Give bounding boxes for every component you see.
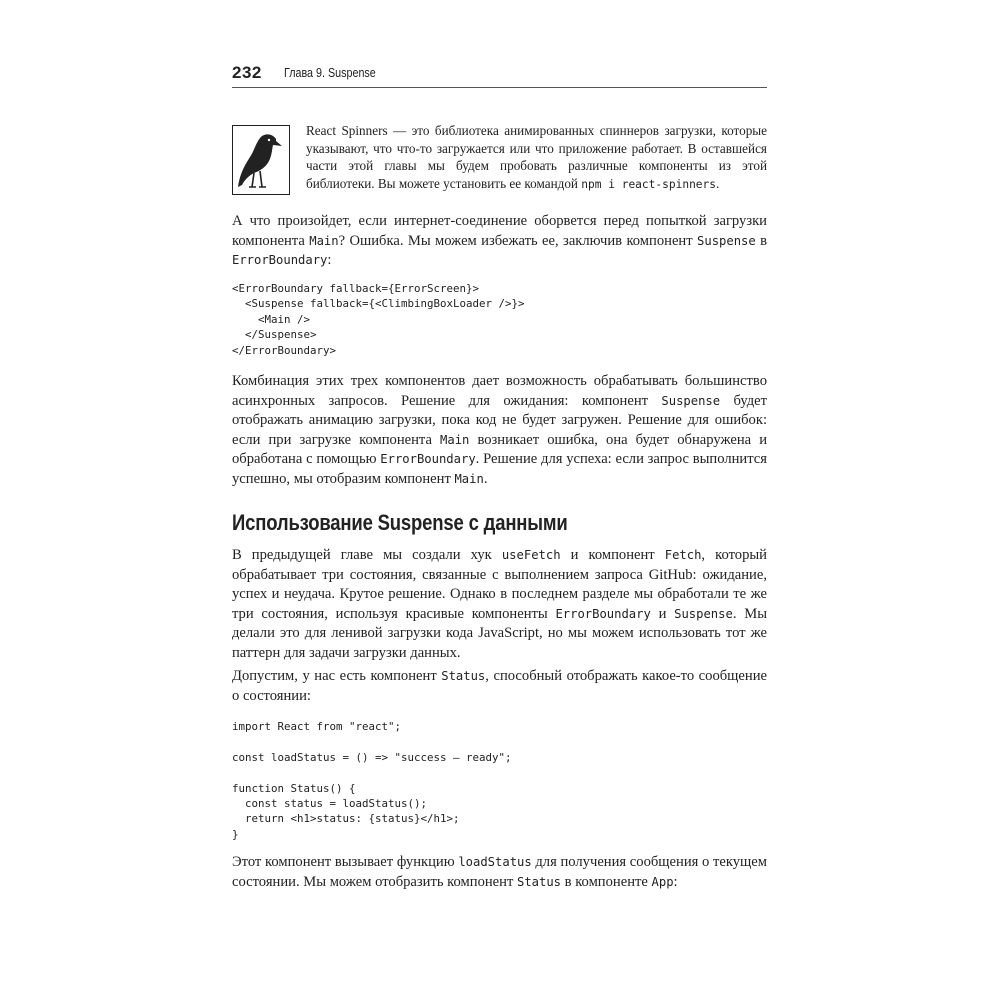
paragraph-load-status: Этот компонент вызывает функцию loadStatus для получения сообщения о текущем состоянии. Мы можем отобразить компонент Status в компоненте App:	[232, 854, 767, 890]
note-text: React Spinners — это библиотека анимированных спиннеров загрузки, которые указывают, что что-то загружается или что приложение работает. В оставшейся части этой главы мы будем пробовать различные компоненты из этой библиотеки. Вы можете установить ее командой npm i react-spinners.	[306, 123, 767, 191]
note-box	[232, 122, 767, 200]
paragraph-error: А что произойдет, если интернет-соединение оборвется перед попыткой загрузки компонента Main? Ошибка. Мы можем избежать ее, заключив компонент Suspense в ErrorBoundary:	[232, 213, 767, 269]
code-block-error-boundary: <ErrorBoundary fallback={ErrorScreen}> <Suspense fallback={<ClimbingBoxLoader />}> <Main /> </Suspense> </ErrorBoundary>	[232, 282, 525, 357]
chapter-title: Глава 9. Suspense	[284, 66, 376, 80]
section-heading: Использование Suspense с данными	[232, 510, 568, 535]
page-header	[232, 63, 767, 88]
page-number: 232	[232, 63, 262, 82]
code-block-status: import React from "react"; const loadStatus = () => "success — ready"; function Status() { const status = loadStatus(); return <h1>status: {status}</h1>; }	[232, 720, 512, 841]
crow-icon	[232, 125, 290, 195]
paragraph-status: Допустим, у нас есть компонент Status, способный отображать какое-то сообщение о состоянии:	[232, 668, 767, 704]
paragraph-combination: Комбинация этих трех компонентов дает возможность обрабатывать большинство асинхронных запросов. Решение для ожидания: компонент Suspense будет отображать анимацию загрузки, пока код не будет загружен. Решение для ошибок: если при загрузке компонента Main возникает ошибка, она будет обнаружена и обработана с помощью ErrorBoundary. Решение для успеха: если запрос выполнится успешно, мы отобразим компонент Main.	[232, 373, 767, 487]
paragraph-previous-chapter: В предыдущей главе мы создали хук useFetch и компонент Fetch, который обрабатывает три состояния, связанные с выполнением запроса GitHub: ожидание, успех и неудача. Крутое решение. Однако в последнем разделе мы обработали те же три состояния, используя красивые компоненты ErrorBoundary и Suspense. Мы делали это для ленивой загрузки кода JavaScript, но мы можем использовать тот же паттерн для задачи загрузки данных.	[232, 547, 767, 661]
